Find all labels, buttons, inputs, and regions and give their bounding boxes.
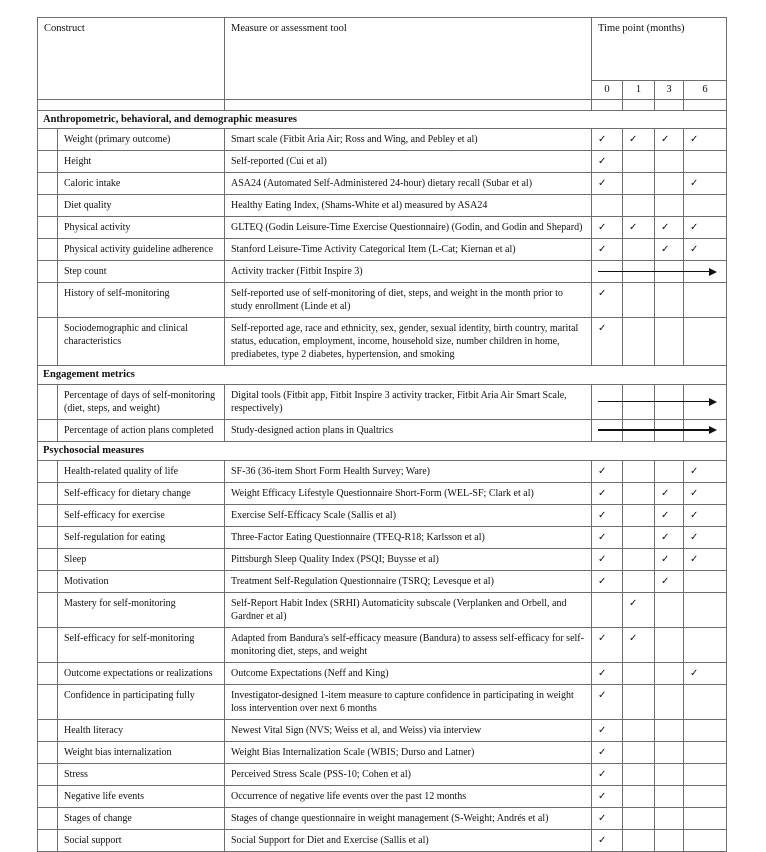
row-indent-cell xyxy=(38,195,58,217)
timepoint-check-cell: ✓ xyxy=(655,217,684,239)
measure-row xyxy=(38,785,727,807)
timepoint-check-cell: ✓ xyxy=(592,829,623,851)
measure-cell: Occurrence of negative life events over the past 12 months xyxy=(225,785,592,807)
measure-row xyxy=(38,283,727,318)
timepoint-check-cell: ✓ xyxy=(592,570,623,592)
measure-cell: SF-36 (36-item Short Form Health Survey; Ware) xyxy=(225,460,592,482)
measure-cell: Outcome Expectations (Neff and King) xyxy=(225,662,592,684)
timepoint-empty-cell xyxy=(623,829,655,851)
timepoint-cell xyxy=(592,261,623,283)
row-indent-cell xyxy=(38,482,58,504)
row-indent-cell xyxy=(38,526,58,548)
row-indent-cell xyxy=(38,829,58,851)
timepoint-check-cell: ✓ xyxy=(623,129,655,151)
construct-cell: Health-related quality of life xyxy=(58,460,225,482)
measure-cell: Treatment Self-Regulation Questionnaire (TSRQ; Levesque et al) xyxy=(225,570,592,592)
measure-row xyxy=(38,239,727,261)
timepoint-empty-cell xyxy=(623,741,655,763)
measure-cell: Adapted from Bandura's self-efficacy measure (Bandura) to assess self-efficacy for self-monitoring diet, steps, and weight xyxy=(225,627,592,662)
measure-cell: Self-reported age, race and ethnicity, sex, gender, sexual identity, birth country, marital status, education, employment, income, household size, number children in home, prediabetes, type 2 diabetes, hypertension, and smoking xyxy=(225,318,592,366)
timepoint-empty-cell xyxy=(655,283,684,318)
timepoint-check-cell: ✓ xyxy=(684,504,727,526)
section-header-row xyxy=(38,366,727,385)
timepoint-cell xyxy=(592,419,623,441)
timepoint-empty-cell xyxy=(684,318,727,366)
measure-row xyxy=(38,384,727,419)
row-indent-cell xyxy=(38,217,58,239)
construct-cell: Outcome expectations or realizations xyxy=(58,662,225,684)
construct-cell: Weight bias internalization xyxy=(58,741,225,763)
section-title: Engagement metrics xyxy=(38,366,727,385)
spacer-cell xyxy=(225,99,592,110)
construct-cell: Motivation xyxy=(58,570,225,592)
timepoint-check-cell: ✓ xyxy=(592,460,623,482)
timepoint-empty-cell xyxy=(623,173,655,195)
timepoint-empty-cell xyxy=(655,592,684,627)
timepoint-check-cell: ✓ xyxy=(592,129,623,151)
section-title: Psychosocial measures xyxy=(38,441,727,460)
measure-row xyxy=(38,151,727,173)
timepoint-header: Time point (months) xyxy=(592,18,727,81)
spacer-cell xyxy=(684,99,727,110)
timepoint-empty-cell xyxy=(623,719,655,741)
timepoint-check-cell: ✓ xyxy=(655,548,684,570)
timepoint-check-cell: ✓ xyxy=(655,129,684,151)
timepoint-check-cell: ✓ xyxy=(592,548,623,570)
row-indent-cell xyxy=(38,627,58,662)
timepoint-empty-cell xyxy=(623,526,655,548)
timepoint-col-3: 3 xyxy=(655,81,684,100)
continuous-measurement-arrow-icon xyxy=(598,401,710,403)
timepoint-check-cell: ✓ xyxy=(655,239,684,261)
timepoint-empty-cell xyxy=(684,151,727,173)
measure-cell: Study-designed action plans in Qualtrics xyxy=(225,419,592,441)
construct-header: Construct xyxy=(38,18,225,100)
timepoint-check-cell: ✓ xyxy=(592,807,623,829)
timepoint-check-cell: ✓ xyxy=(592,627,623,662)
section-title: Anthropometric, behavioral, and demographic measures xyxy=(38,110,727,129)
spacer-row xyxy=(38,99,727,110)
timepoint-check-cell: ✓ xyxy=(684,548,727,570)
construct-cell: Weight (primary outcome) xyxy=(58,129,225,151)
construct-cell: Sleep xyxy=(58,548,225,570)
timepoint-empty-cell xyxy=(684,785,727,807)
timepoint-empty-cell xyxy=(623,504,655,526)
timepoint-check-cell: ✓ xyxy=(684,239,727,261)
timepoint-empty-cell xyxy=(655,151,684,173)
measure-header: Measure or assessment tool xyxy=(225,18,592,100)
spacer-cell xyxy=(623,99,655,110)
timepoint-empty-cell xyxy=(623,482,655,504)
construct-cell: Self-regulation for eating xyxy=(58,526,225,548)
construct-cell: Stages of change xyxy=(58,807,225,829)
timepoint-empty-cell xyxy=(623,662,655,684)
construct-cell: Social support xyxy=(58,829,225,851)
continuous-measurement-arrow-icon xyxy=(598,429,710,431)
timepoint-empty-cell xyxy=(655,662,684,684)
construct-cell: Mastery for self-monitoring xyxy=(58,592,225,627)
timepoint-check-cell: ✓ xyxy=(684,482,727,504)
timepoint-check-cell: ✓ xyxy=(655,504,684,526)
timepoint-empty-cell xyxy=(655,763,684,785)
measure-cell: Self-reported use of self-monitoring of diet, steps, and weight in the month prior to study enrollment (Linde et al) xyxy=(225,283,592,318)
row-indent-cell xyxy=(38,318,58,366)
timepoint-check-cell: ✓ xyxy=(592,173,623,195)
row-indent-cell xyxy=(38,384,58,419)
timepoint-check-cell: ✓ xyxy=(684,662,727,684)
row-indent-cell xyxy=(38,173,58,195)
row-indent-cell xyxy=(38,662,58,684)
timepoint-empty-cell xyxy=(684,741,727,763)
timepoint-col-6: 6 xyxy=(684,81,727,100)
measure-cell: Self-Report Habit Index (SRHI) Automaticity subscale (Verplanken and Orbell, and Gardner et al) xyxy=(225,592,592,627)
measure-cell: Healthy Eating Index, (Shams-White et al) measured by ASA24 xyxy=(225,195,592,217)
timepoint-empty-cell xyxy=(623,151,655,173)
timepoint-empty-cell xyxy=(655,741,684,763)
timepoint-empty-cell xyxy=(684,829,727,851)
row-indent-cell xyxy=(38,570,58,592)
timepoint-empty-cell xyxy=(684,195,727,217)
timepoint-empty-cell xyxy=(655,785,684,807)
measure-cell: Digital tools (Fitbit app, Fitbit Inspire 3 activity tracker, Fitbit Aria Air Smart Scale, respectively) xyxy=(225,384,592,419)
construct-cell: History of self-monitoring xyxy=(58,283,225,318)
measure-row xyxy=(38,570,727,592)
measure-cell: Investigator-designed 1-item measure to capture confidence in participating in weight loss intervention over next 6 months xyxy=(225,684,592,719)
measure-row xyxy=(38,719,727,741)
construct-cell: Self-efficacy for dietary change xyxy=(58,482,225,504)
measure-row xyxy=(38,195,727,217)
timepoint-empty-cell xyxy=(623,548,655,570)
measure-row xyxy=(38,741,727,763)
measure-cell: Activity tracker (Fitbit Inspire 3) xyxy=(225,261,592,283)
row-indent-cell xyxy=(38,548,58,570)
measure-row xyxy=(38,318,727,366)
row-indent-cell xyxy=(38,741,58,763)
timepoint-check-cell: ✓ xyxy=(684,217,727,239)
measure-cell: Exercise Self-Efficacy Scale (Sallis et al) xyxy=(225,504,592,526)
timepoint-empty-cell xyxy=(655,719,684,741)
measure-row xyxy=(38,684,727,719)
measure-row xyxy=(38,592,727,627)
row-indent-cell xyxy=(38,460,58,482)
continuous-measurement-arrow-icon xyxy=(598,271,710,273)
measure-cell: Smart scale (Fitbit Aria Air; Ross and Wing, and Pebley et al) xyxy=(225,129,592,151)
construct-cell: Height xyxy=(58,151,225,173)
construct-cell: Physical activity guideline adherence xyxy=(58,239,225,261)
timepoint-check-cell: ✓ xyxy=(592,318,623,366)
construct-cell: Confidence in participating fully xyxy=(58,684,225,719)
measures-table-body xyxy=(38,110,727,851)
timepoint-empty-cell xyxy=(623,763,655,785)
measure-cell: Stanford Leisure-Time Activity Categorical Item (L-Cat; Kiernan et al) xyxy=(225,239,592,261)
timepoint-check-cell: ✓ xyxy=(592,217,623,239)
timepoint-empty-cell xyxy=(623,570,655,592)
construct-cell: Stress xyxy=(58,763,225,785)
construct-cell: Health literacy xyxy=(58,719,225,741)
construct-cell: Percentage of action plans completed xyxy=(58,419,225,441)
timepoint-col-1: 1 xyxy=(623,81,655,100)
measure-row xyxy=(38,526,727,548)
timepoint-empty-cell xyxy=(592,195,623,217)
timepoint-empty-cell xyxy=(655,173,684,195)
timepoint-check-cell: ✓ xyxy=(592,741,623,763)
measure-cell: Self-reported (Cui et al) xyxy=(225,151,592,173)
timepoint-check-cell: ✓ xyxy=(592,504,623,526)
timepoint-col-0: 0 xyxy=(592,81,623,100)
spacer-cell xyxy=(38,99,225,110)
timepoint-empty-cell xyxy=(655,195,684,217)
timepoint-cell xyxy=(592,384,623,419)
timepoint-empty-cell xyxy=(655,684,684,719)
timepoint-empty-cell xyxy=(655,318,684,366)
row-indent-cell xyxy=(38,151,58,173)
measure-row xyxy=(38,662,727,684)
measure-cell: ASA24 (Automated Self-Administered 24-hour) dietary recall (Subar et al) xyxy=(225,173,592,195)
row-indent-cell xyxy=(38,419,58,441)
timepoint-check-cell: ✓ xyxy=(592,684,623,719)
row-indent-cell xyxy=(38,763,58,785)
timepoint-check-cell: ✓ xyxy=(592,482,623,504)
measure-cell: Social Support for Diet and Exercise (Sallis et al) xyxy=(225,829,592,851)
measure-row xyxy=(38,419,727,441)
spacer-cell xyxy=(655,99,684,110)
timepoint-empty-cell xyxy=(623,239,655,261)
row-indent-cell xyxy=(38,785,58,807)
construct-cell: Diet quality xyxy=(58,195,225,217)
timepoint-check-cell: ✓ xyxy=(592,239,623,261)
timepoint-empty-cell xyxy=(623,785,655,807)
timepoint-empty-cell xyxy=(623,460,655,482)
measure-row xyxy=(38,129,727,151)
spacer-cell xyxy=(592,99,623,110)
timepoint-check-cell: ✓ xyxy=(684,129,727,151)
measure-row xyxy=(38,829,727,851)
timepoint-check-cell: ✓ xyxy=(623,217,655,239)
measure-row xyxy=(38,548,727,570)
row-indent-cell xyxy=(38,719,58,741)
timepoint-empty-cell xyxy=(623,318,655,366)
construct-cell: Caloric intake xyxy=(58,173,225,195)
measure-row xyxy=(38,217,727,239)
measure-row xyxy=(38,482,727,504)
timepoint-empty-cell xyxy=(684,719,727,741)
measure-cell: Perceived Stress Scale (PSS-10; Cohen et al) xyxy=(225,763,592,785)
timepoint-check-cell: ✓ xyxy=(684,526,727,548)
row-indent-cell xyxy=(38,129,58,151)
timepoint-check-cell: ✓ xyxy=(592,526,623,548)
row-indent-cell xyxy=(38,684,58,719)
measures-table xyxy=(37,17,727,852)
row-indent-cell xyxy=(38,504,58,526)
measure-cell: Newest Vital Sign (NVS; Weiss et al, and Weiss) via interview xyxy=(225,719,592,741)
row-indent-cell xyxy=(38,807,58,829)
timepoint-check-cell: ✓ xyxy=(684,460,727,482)
construct-cell: Percentage of days of self-monitoring (diet, steps, and weight) xyxy=(58,384,225,419)
measure-row xyxy=(38,627,727,662)
measure-row xyxy=(38,261,727,283)
timepoint-empty-cell xyxy=(623,807,655,829)
measure-cell: Three-Factor Eating Questionnaire (TFEQ-R18; Karlsson et al) xyxy=(225,526,592,548)
timepoint-check-cell: ✓ xyxy=(592,719,623,741)
measure-row xyxy=(38,807,727,829)
section-header-row xyxy=(38,441,727,460)
construct-cell: Negative life events xyxy=(58,785,225,807)
construct-cell: Self-efficacy for exercise xyxy=(58,504,225,526)
measure-cell: GLTEQ (Godin Leisure-Time Exercise Questionnaire) (Godin, and Godin and Shepard) xyxy=(225,217,592,239)
timepoint-check-cell: ✓ xyxy=(655,570,684,592)
timepoint-check-cell: ✓ xyxy=(623,627,655,662)
construct-cell: Sociodemographic and clinical characteristics xyxy=(58,318,225,366)
section-header-row xyxy=(38,110,727,129)
timepoint-empty-cell xyxy=(655,829,684,851)
construct-cell: Step count xyxy=(58,261,225,283)
row-indent-cell xyxy=(38,261,58,283)
timepoint-check-cell: ✓ xyxy=(684,173,727,195)
timepoint-check-cell: ✓ xyxy=(592,763,623,785)
measure-cell: Pittsburgh Sleep Quality Index (PSQI; Buysse et al) xyxy=(225,548,592,570)
timepoint-empty-cell xyxy=(623,195,655,217)
measure-cell: Weight Efficacy Lifestyle Questionnaire Short-Form (WEL-SF; Clark et al) xyxy=(225,482,592,504)
timepoint-check-cell: ✓ xyxy=(655,482,684,504)
timepoint-empty-cell xyxy=(684,627,727,662)
timepoint-empty-cell xyxy=(655,460,684,482)
measure-cell: Weight Bias Internalization Scale (WBIS; Durso and Latner) xyxy=(225,741,592,763)
row-indent-cell xyxy=(38,239,58,261)
timepoint-check-cell: ✓ xyxy=(592,785,623,807)
timepoint-check-cell: ✓ xyxy=(592,151,623,173)
measure-row xyxy=(38,763,727,785)
timepoint-empty-cell xyxy=(684,684,727,719)
construct-cell: Physical activity xyxy=(58,217,225,239)
timepoint-empty-cell xyxy=(655,627,684,662)
measure-row xyxy=(38,504,727,526)
timepoint-empty-cell xyxy=(684,570,727,592)
construct-cell: Self-efficacy for self-monitoring xyxy=(58,627,225,662)
timepoint-empty-cell xyxy=(684,283,727,318)
timepoint-empty-cell xyxy=(592,592,623,627)
timepoint-check-cell: ✓ xyxy=(592,283,623,318)
row-indent-cell xyxy=(38,283,58,318)
timepoint-empty-cell xyxy=(623,684,655,719)
header-row-1 xyxy=(38,18,727,81)
timepoint-check-cell: ✓ xyxy=(655,526,684,548)
measure-cell: Stages of change questionnaire in weight management (S-Weight; Andrés et al) xyxy=(225,807,592,829)
timepoint-check-cell: ✓ xyxy=(623,592,655,627)
timepoint-check-cell: ✓ xyxy=(592,662,623,684)
timepoint-empty-cell xyxy=(684,807,727,829)
measure-row xyxy=(38,460,727,482)
row-indent-cell xyxy=(38,592,58,627)
timepoint-empty-cell xyxy=(684,763,727,785)
timepoint-empty-cell xyxy=(623,283,655,318)
measure-row xyxy=(38,173,727,195)
timepoint-empty-cell xyxy=(684,592,727,627)
timepoint-empty-cell xyxy=(655,807,684,829)
